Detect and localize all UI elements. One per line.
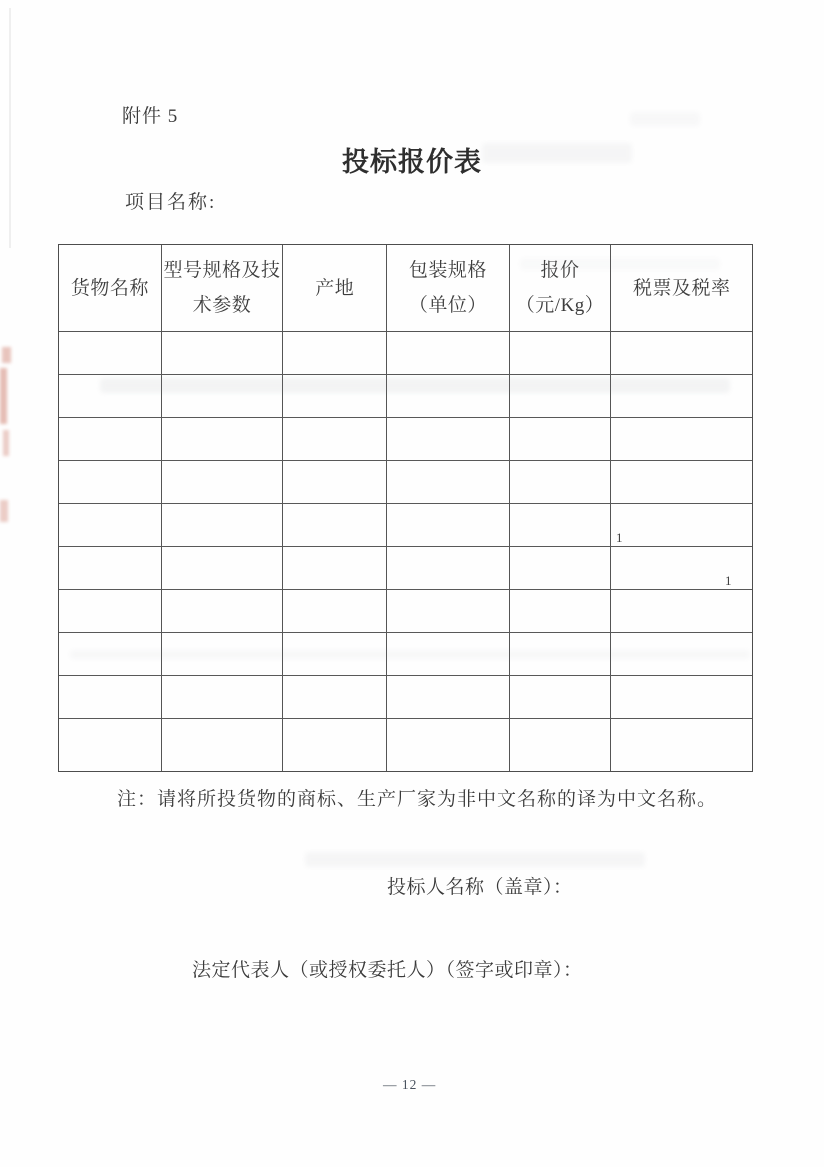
stray-mark: 1: [616, 530, 623, 545]
table-cell: [510, 418, 612, 460]
table-row: [59, 418, 752, 461]
table-row: [59, 332, 752, 375]
attachment-label: 附件 5: [122, 106, 179, 127]
table-cell: [611, 461, 752, 503]
table-cell: [510, 719, 612, 771]
page-number: — 12 —: [383, 1077, 437, 1092]
header-line: 产地: [315, 277, 355, 299]
project-name-label: 项目名称:: [125, 192, 217, 213]
col-header-model-spec: [162, 245, 284, 331]
table-cell: [59, 590, 162, 632]
col-header-origin: [283, 245, 387, 331]
bid-price-table: [58, 244, 753, 772]
table-cell: [283, 418, 387, 460]
red-edge-mark: [2, 347, 11, 363]
table-cell: [162, 461, 284, 503]
col-header-packaging-unit: [387, 245, 510, 331]
table-cell: [611, 719, 752, 771]
scan-ghost-artifact: [70, 650, 750, 659]
table-cell: [59, 332, 162, 374]
table-cell: [611, 590, 752, 632]
table-cell: [387, 332, 510, 374]
table-cell: [387, 461, 510, 503]
scan-ghost-artifact: [100, 378, 730, 393]
stray-mark: 1: [725, 573, 732, 588]
table-row: [59, 461, 752, 504]
table-row: [59, 504, 752, 547]
table-cell: [510, 547, 612, 589]
table-cell: [510, 504, 612, 546]
header-line: 货物名称: [70, 277, 149, 299]
table-cell: [611, 676, 752, 718]
table-row: [59, 590, 752, 633]
header-line: 术参数: [192, 295, 252, 316]
header-line: 型号规格及技: [163, 260, 281, 281]
scan-ghost-artifact: [482, 143, 632, 163]
table-cell: [283, 590, 387, 632]
table-cell: [387, 719, 510, 771]
page-title: 投标报价表: [342, 147, 482, 177]
table-cell: [387, 590, 510, 632]
table-cell: [387, 547, 510, 589]
table-cell: [611, 332, 752, 374]
scan-ghost-artifact: [305, 852, 645, 867]
table-body: [59, 332, 752, 771]
bidder-name-seal-label: 投标人名称（盖章）：: [387, 877, 573, 898]
red-edge-mark: [0, 500, 8, 522]
red-edge-mark: [3, 430, 9, 456]
table-cell: [510, 676, 612, 718]
table-cell: [510, 332, 612, 374]
table-cell: [283, 719, 387, 771]
table-cell: [59, 418, 162, 460]
page-edge-line: [9, 8, 11, 248]
table-cell: [162, 676, 284, 718]
table-cell: [611, 504, 752, 546]
table-cell: [59, 676, 162, 718]
table-cell: [283, 461, 387, 503]
header-line: 包装规格: [408, 260, 487, 281]
header-line: 报价: [540, 260, 580, 281]
table-cell: [162, 719, 284, 771]
table-row: [59, 719, 752, 771]
table-cell: [162, 332, 284, 374]
table-cell: [283, 547, 387, 589]
table-cell: [387, 418, 510, 460]
table-cell: [59, 547, 162, 589]
col-header-goods-name: [59, 245, 162, 331]
table-cell: [510, 461, 612, 503]
table-cell: [283, 332, 387, 374]
table-cell: [59, 461, 162, 503]
header-line: （元/Kg）: [515, 295, 605, 316]
table-cell: [611, 418, 752, 460]
table-cell: [59, 719, 162, 771]
table-cell: [162, 547, 284, 589]
table-cell: [283, 504, 387, 546]
table-cell: [162, 504, 284, 546]
legal-representative-label: 法定代表人（或授权委托人）（签字或印章）：: [192, 960, 583, 981]
table-cell: [387, 676, 510, 718]
red-edge-mark: [0, 368, 7, 424]
table-cell: [59, 504, 162, 546]
table-cell: [162, 418, 284, 460]
scan-ghost-artifact: [630, 112, 700, 126]
table-row: [59, 676, 752, 719]
header-line: 税票及税率: [632, 277, 731, 299]
table-cell: [283, 676, 387, 718]
header-line: （单位）: [408, 295, 487, 316]
table-row: [59, 547, 752, 590]
table-cell: [510, 590, 612, 632]
scan-ghost-artifact: [520, 258, 720, 270]
table-cell: [387, 504, 510, 546]
note-text: 注：请将所投货物的商标、生产厂家为非中文名称的译为中文名称。: [117, 789, 718, 810]
table-cell: [162, 590, 284, 632]
